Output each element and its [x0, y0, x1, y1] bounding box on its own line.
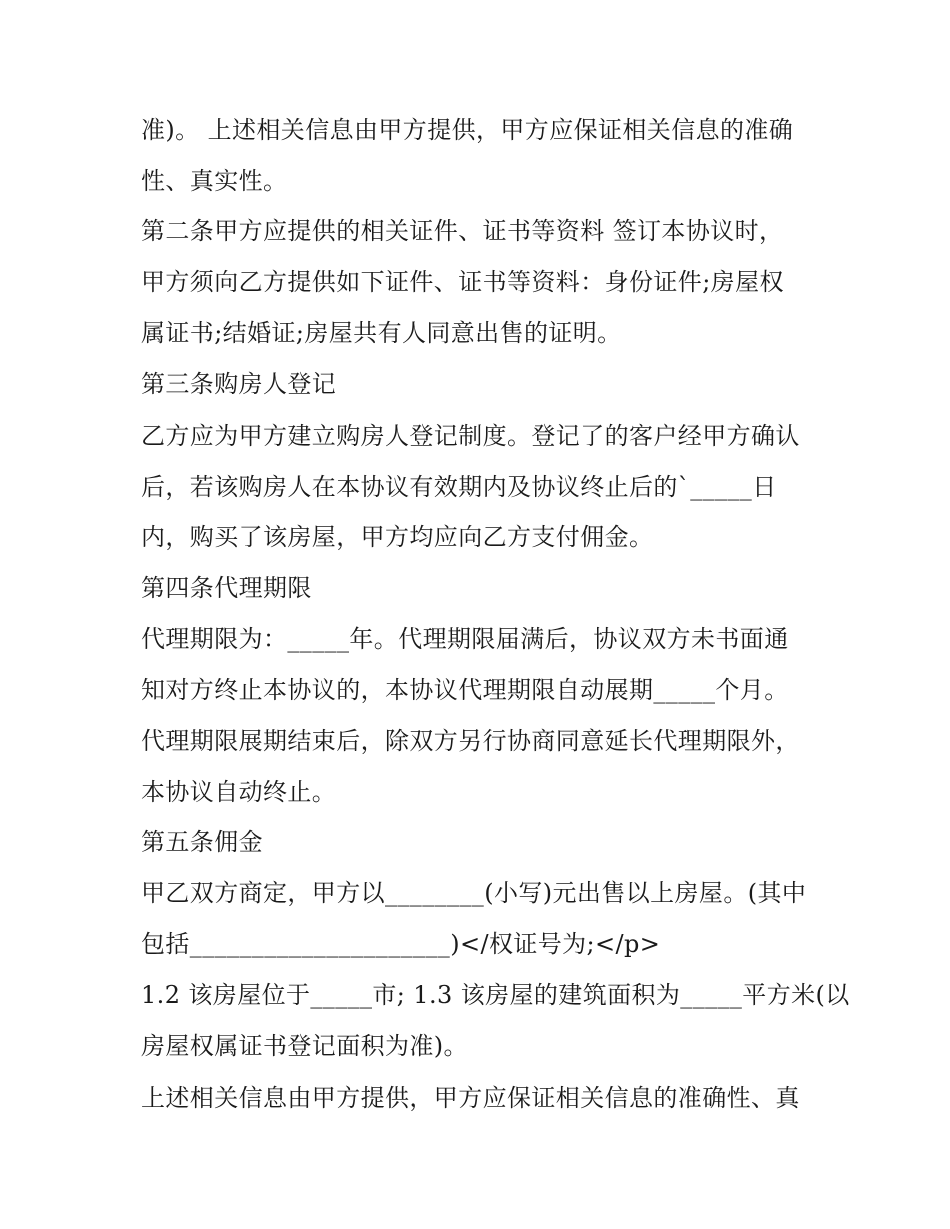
text-line: 1.2 该房屋位于_____市; 1.3 该房屋的建筑面积为_____平方米(以 — [141, 981, 850, 1009]
section-heading: 第三条购房人登记 — [141, 370, 337, 398]
text-line: 包括_____________________)</权证号为;</p> — [141, 930, 661, 958]
text-line: 房屋权属证书登记面积为准)。 — [141, 1032, 468, 1060]
text-line: 内，购买了该房屋，甲方均应向乙方支付佣金。 — [141, 523, 654, 551]
text-line: 上述相关信息由甲方提供，甲方应保证相关信息的准确性、真 — [141, 1084, 800, 1112]
text-line: 属证书;结婚证;房屋共有人同意出售的证明。 — [141, 319, 622, 347]
text-line: 本协议自动终止。 — [141, 778, 337, 806]
text-line: 后，若该购房人在本协议有效期内及协议终止后的`_____日 — [141, 473, 777, 501]
text-line: 性、真实性。 — [141, 167, 288, 195]
section-heading: 第四条代理期限 — [141, 574, 312, 602]
text-line: 乙方应为甲方建立购房人登记制度。登记了的客户经甲方确认 — [141, 422, 800, 450]
text-line: 甲乙双方商定，甲方以________(小写)元出售以上房屋。(其中 — [141, 879, 807, 907]
section-heading: 第五条佣金 — [141, 828, 263, 856]
text-line: 甲方须向乙方提供如下证件、证书等资料：身份证件;房屋权 — [141, 268, 784, 296]
text-line: 代理期限为：_____年。代理期限届满后，协议双方未书面通 — [141, 625, 789, 653]
text-line: 代理期限展期结束后，除双方另行协商同意延长代理期限外， — [141, 727, 800, 755]
text-line: 准)。 上述相关信息由甲方提供，甲方应保证相关信息的准确 — [141, 116, 794, 144]
section-heading-line: 第二条甲方应提供的相关证件、证书等资料 签订本协议时， — [141, 217, 784, 245]
text-line: 知对方终止本协议的，本协议代理期限自动展期_____个月。 — [141, 676, 789, 704]
